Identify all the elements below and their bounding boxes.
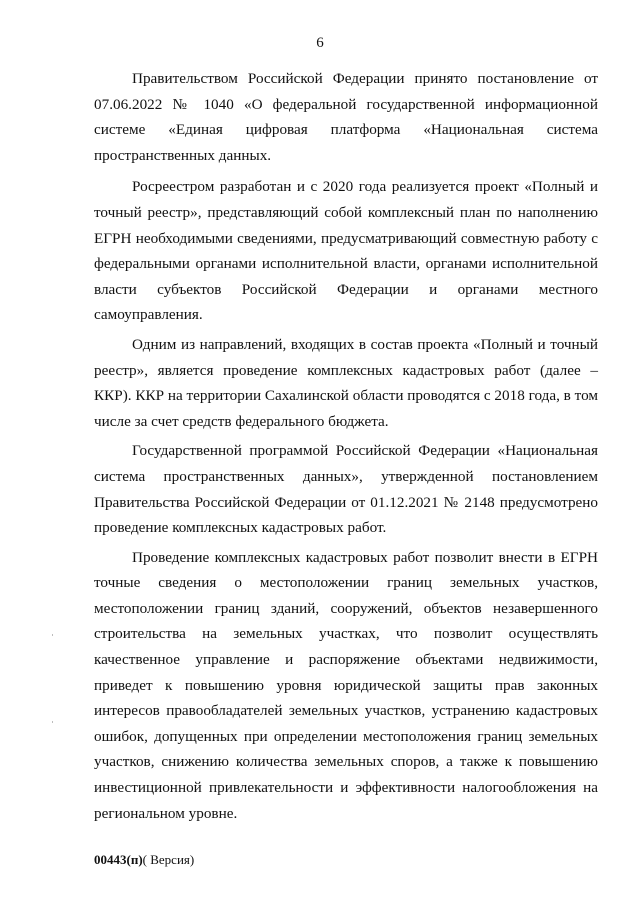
- footer-version: ( Версия): [142, 852, 195, 867]
- paragraph-benefits: Проведение комплексных кадастровых работ позволит внести в ЕГРН точные сведения о местоположении границ земельных участков, местоположении границ зданий, сооружений, объектов незавершенного строительства на земельных участках, что позволит осуществлять качественное управление и распоряжение объектами недвижимости, приведет к повышению уровня юридической защиты прав законных интересов правообладателей земельных участков, устранению кадастровых ошибок, допущенных при определении местоположения границ земельных участков, снижению количества земельных споров, а также к повышению инвестиционной привлекательности и эффективности налогообложения на региональном уровне.: [94, 548, 598, 822]
- paragraph-state-program: Государственной программой Российской Федерации «Национальная система пространственных данных», утвержденной постановлением Правительства Российской Федерации от 01.12.2021 № 2148 предусмотрено проведение комплексных кадастровых работ.: [94, 442, 598, 537]
- scan-margin-mark: [52, 634, 53, 636]
- document-body: [94, 66, 598, 826]
- paragraph-full-accurate-registry: Росреестром разработан и с 2020 года реализуется проект «Полный и точный реестр», представляющий собой комплексный план по наполнению ЕГРН необходимыми сведениями, предусматривающий совместную работу с федеральными органами исполнительной власти, органами исполнительной власти субъектов Российской Федерации и органами местного самоуправления.: [94, 178, 598, 324]
- paragraph-complex-cadastral-works: Одним из направлений, входящих в состав проекта «Полный и точный реестр», является проведение комплексных кадастровых работ (далее – ККР). ККР на территории Сахалинской области проводятся с 2018 года, в том числе за счет средств федерального бюджета.: [94, 335, 598, 430]
- paragraph-government-decree: Правительством Российской Федерации принято постановление от 07.06.2022 № 1040 «О федеральной государственной информационной системе «Единая цифровая платформа «Национальная система пространственных данных.: [94, 70, 598, 164]
- document-footer: [94, 852, 194, 868]
- scan-margin-mark: [52, 721, 53, 723]
- footer-document-code: 00443(п): [94, 852, 143, 867]
- page-number: 6: [316, 35, 324, 51]
